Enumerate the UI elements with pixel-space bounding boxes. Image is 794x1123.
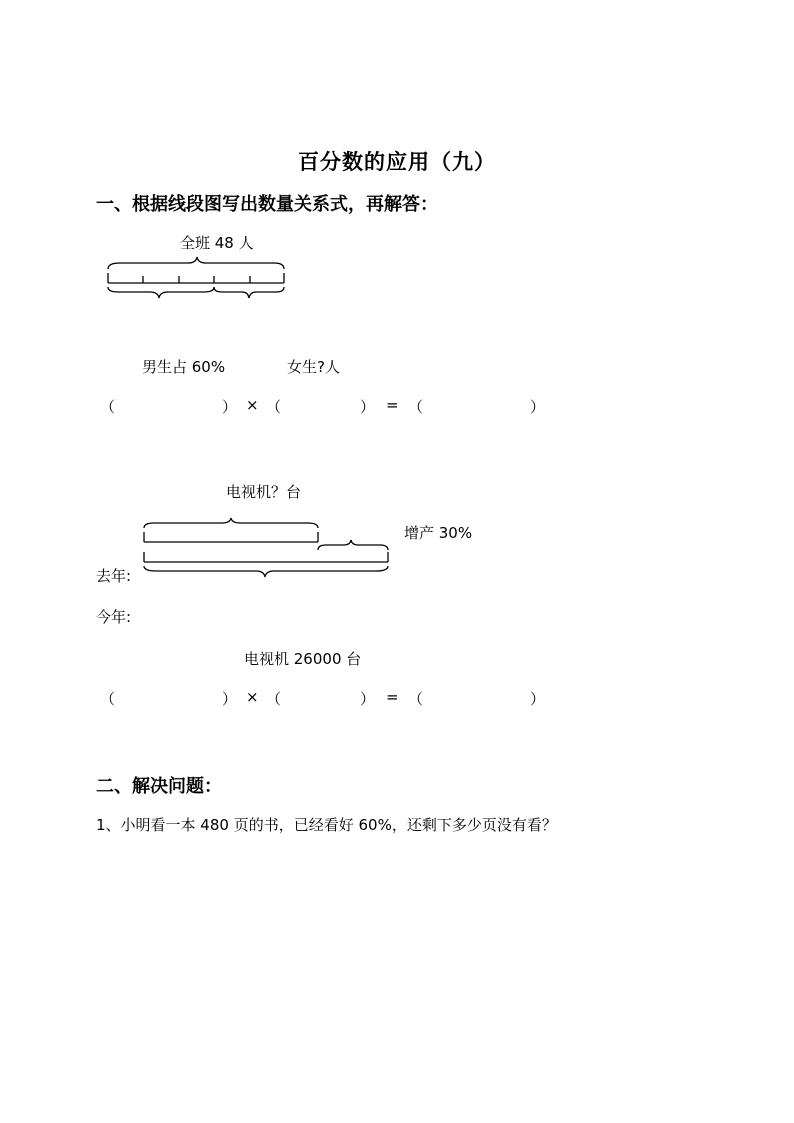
girls-brace xyxy=(214,287,284,298)
paren-close: ） xyxy=(530,398,546,416)
increase-percent-label: 增产 30% xyxy=(404,524,473,542)
equals-sign: = xyxy=(386,396,399,414)
paren-open: （ xyxy=(408,690,424,708)
paren-open: （ xyxy=(266,690,282,708)
top-brace xyxy=(108,257,284,269)
class-total-label: 全班 48 人 xyxy=(180,234,254,252)
equals-sign: = xyxy=(386,688,399,706)
boys-percent-label: 男生占 60% xyxy=(142,358,226,376)
increase-brace xyxy=(318,540,388,550)
tv-production-diagram xyxy=(138,518,398,584)
class-segment-diagram xyxy=(100,256,300,306)
paren-open: （ xyxy=(266,398,282,416)
last-year-tv-label: 电视机？台 xyxy=(226,483,302,501)
times-sign: × xyxy=(246,688,259,706)
paren-close: ） xyxy=(360,398,376,416)
problem-1: 1、小明看一本 480 页的书，已经看好 60%，还剩下多少页没有看？ xyxy=(96,816,557,834)
section2-heading: 二、解决问题： xyxy=(96,776,222,797)
this-year-brace xyxy=(144,566,388,577)
paren-close: ） xyxy=(222,398,238,416)
paren-close: ） xyxy=(222,690,238,708)
paren-open: （ xyxy=(408,398,424,416)
paren-close: ） xyxy=(360,690,376,708)
last-year-row-label: 去年: xyxy=(96,567,132,585)
last-year-brace xyxy=(144,518,318,528)
this-year-tv-label: 电视机 26000 台 xyxy=(244,650,362,668)
girls-count-label: 女生?人 xyxy=(287,358,340,376)
times-sign: × xyxy=(246,396,259,414)
this-year-row-label: 今年: xyxy=(96,608,132,626)
paren-close: ） xyxy=(530,690,546,708)
page-title: 百分数的应用（九） xyxy=(298,150,496,174)
section1-heading: 一、根据线段图写出数量关系式，再解答： xyxy=(96,194,438,215)
boys-brace xyxy=(108,287,214,298)
paren-open: （ xyxy=(100,690,116,708)
paren-open: （ xyxy=(100,398,116,416)
